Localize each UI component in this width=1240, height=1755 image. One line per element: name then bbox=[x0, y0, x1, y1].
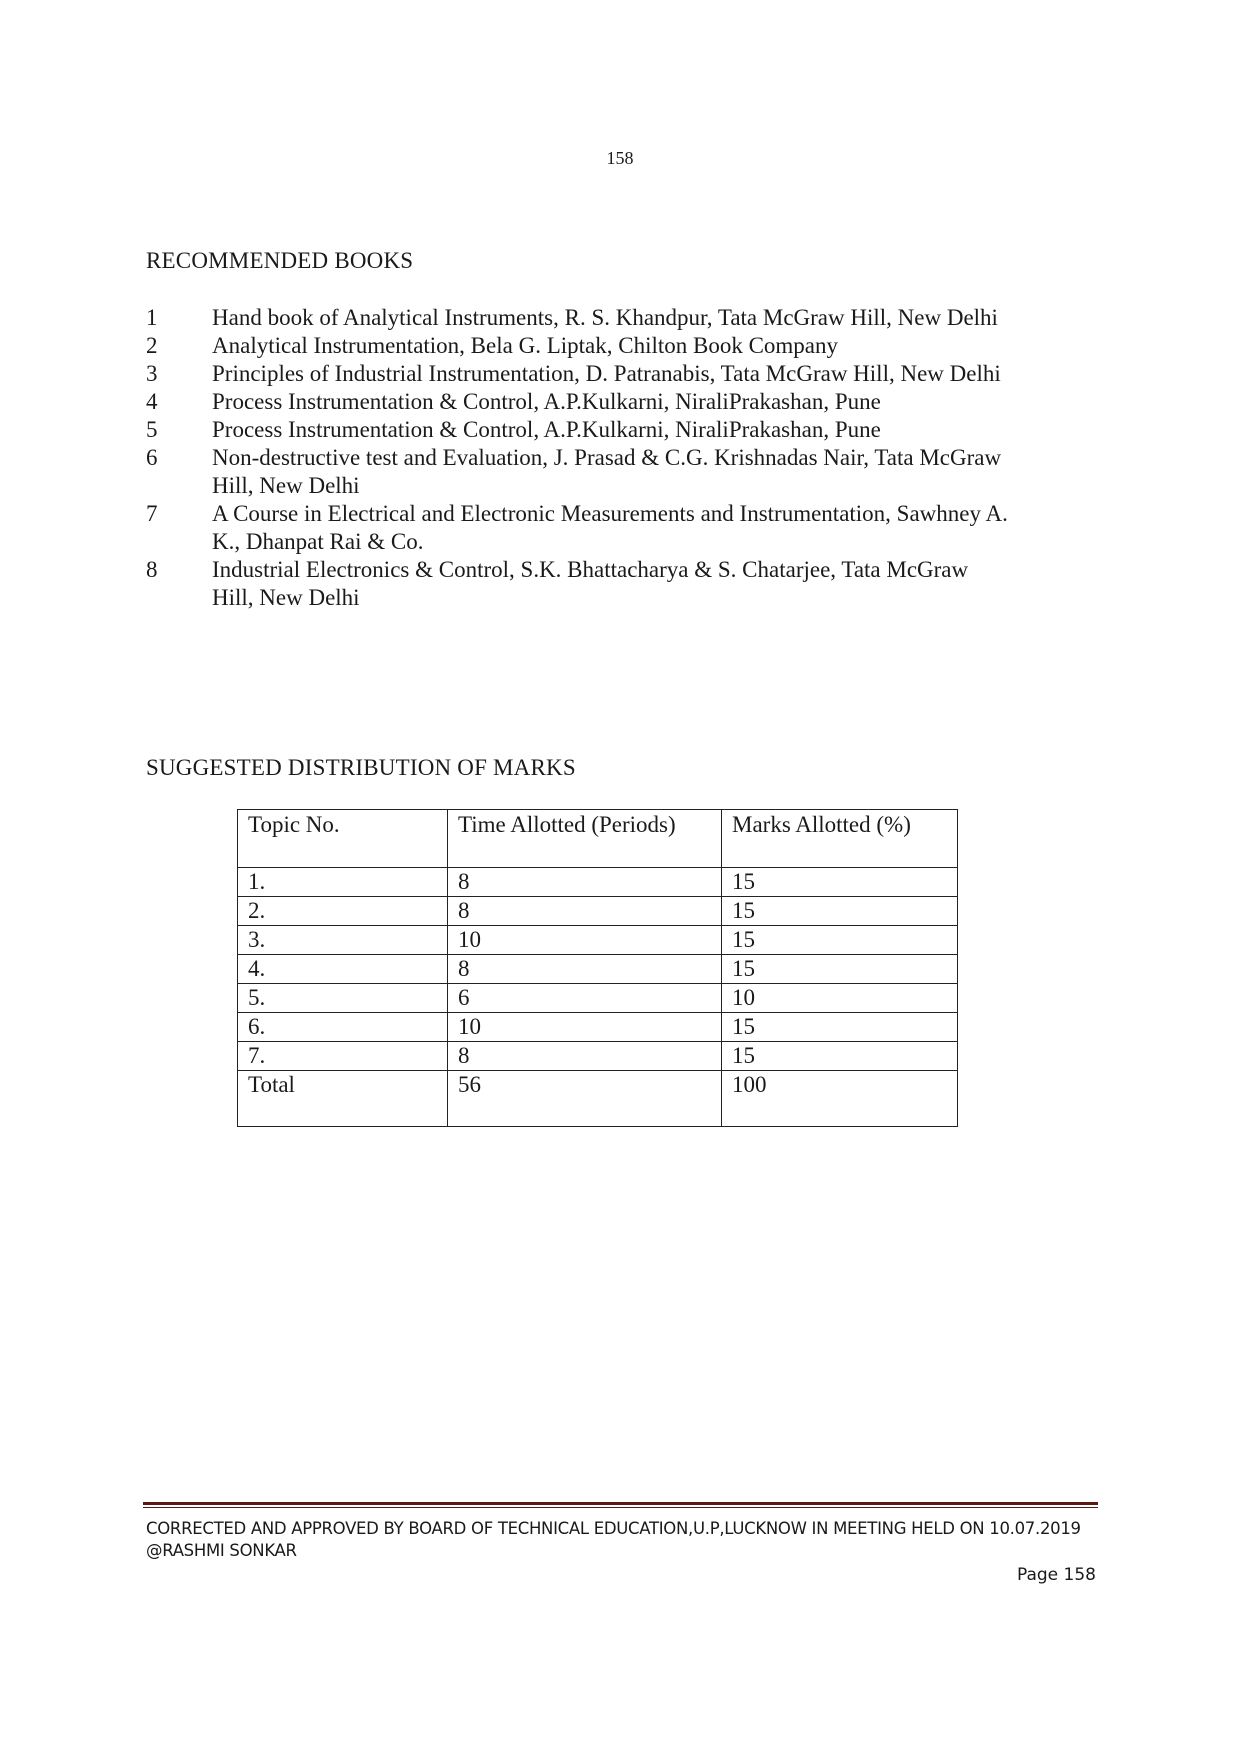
table-row bbox=[238, 926, 958, 955]
table-row bbox=[238, 984, 958, 1013]
book-number: 3 bbox=[146, 361, 158, 386]
book-number: 2 bbox=[146, 333, 158, 358]
marks-cell: 15 bbox=[722, 955, 958, 984]
time-cell: 8 bbox=[448, 955, 722, 984]
table-row bbox=[238, 897, 958, 926]
topic-cell: 1. bbox=[238, 868, 448, 897]
topic-cell: 3. bbox=[238, 926, 448, 955]
book-entry: A Course in Electrical and Electronic Measurements and Instrumentation, Sawhney A. K., Dhanpat Rai & Co. bbox=[212, 501, 1008, 554]
table-header-row bbox=[238, 810, 958, 868]
topic-cell: 4. bbox=[238, 955, 448, 984]
topic-cell: 2. bbox=[238, 897, 448, 926]
marks-cell: 15 bbox=[722, 1013, 958, 1042]
total-time-cell: 56 bbox=[448, 1071, 722, 1127]
time-cell: 8 bbox=[448, 1042, 722, 1071]
marks-distribution-table bbox=[237, 809, 958, 1127]
table-row bbox=[238, 955, 958, 984]
book-number: 5 bbox=[146, 417, 158, 442]
total-marks-cell: 100 bbox=[722, 1071, 958, 1127]
book-list-item bbox=[146, 416, 1046, 444]
topic-cell: 6. bbox=[238, 1013, 448, 1042]
topic-cell: 5. bbox=[238, 984, 448, 1013]
column-header-time: Time Allotted (Periods) bbox=[448, 810, 722, 868]
time-cell: 6 bbox=[448, 984, 722, 1013]
recommended-books-heading: RECOMMENDED BOOKS bbox=[146, 248, 414, 273]
book-entry: Analytical Instrumentation, Bela G. Liptak, Chilton Book Company bbox=[212, 333, 839, 358]
time-cell: 10 bbox=[448, 926, 722, 955]
book-entry: Hand book of Analytical Instruments, R. S. Khandpur, Tata McGraw Hill, New Delhi bbox=[212, 305, 998, 330]
book-number: 1 bbox=[146, 305, 158, 330]
book-list-item bbox=[146, 388, 1046, 416]
book-entry: Industrial Electronics & Control, S.K. Bhattacharya & S. Chatarjee, Tata McGraw Hill, New Delhi bbox=[212, 557, 969, 610]
book-list-item bbox=[146, 332, 1046, 360]
time-cell: 8 bbox=[448, 897, 722, 926]
topic-cell: 7. bbox=[238, 1042, 448, 1071]
book-list-item bbox=[146, 500, 1046, 556]
footer-page-number: Page 158 bbox=[1016, 1565, 1096, 1585]
column-header-marks: Marks Allotted (%) bbox=[722, 810, 958, 868]
page-number-top: 158 bbox=[606, 148, 634, 168]
footer-approval-text: CORRECTED AND APPROVED BY BOARD OF TECHNICAL EDUCATION,U.P,LUCKNOW IN MEETING HELD ON 10.07.2019 @RASHMI SONKAR bbox=[146, 1519, 1081, 1560]
footer-divider-thick-line bbox=[143, 1502, 1098, 1505]
table-row bbox=[238, 1013, 958, 1042]
time-cell: 8 bbox=[448, 868, 722, 897]
marks-cell: 15 bbox=[722, 1042, 958, 1071]
book-entry: Non-destructive test and Evaluation, J. Prasad & C.G. Krishnadas Nair, Tata McGraw Hill, New Delhi bbox=[212, 445, 1002, 498]
time-cell: 10 bbox=[448, 1013, 722, 1042]
book-list-item bbox=[146, 304, 1046, 332]
table-row bbox=[238, 1042, 958, 1071]
marks-cell: 15 bbox=[722, 897, 958, 926]
marks-cell: 15 bbox=[722, 926, 958, 955]
recommended-books-list bbox=[146, 304, 1046, 612]
book-list-item bbox=[146, 360, 1046, 388]
table-total-row bbox=[238, 1071, 958, 1127]
book-number: 8 bbox=[146, 557, 158, 582]
footer-divider-thin-line bbox=[143, 1507, 1098, 1508]
book-list-item bbox=[146, 444, 1046, 500]
book-list-item bbox=[146, 556, 1046, 612]
marks-cell: 10 bbox=[722, 984, 958, 1013]
footer-divider bbox=[143, 1502, 1098, 1510]
marks-cell: 15 bbox=[722, 868, 958, 897]
total-label-cell: Total bbox=[238, 1071, 448, 1127]
column-header-topic: Topic No. bbox=[238, 810, 448, 868]
book-entry: Process Instrumentation & Control, A.P.Kulkarni, NiraliPrakashan, Pune bbox=[212, 417, 881, 442]
book-entry: Principles of Industrial Instrumentation, D. Patranabis, Tata McGraw Hill, New Delhi bbox=[212, 361, 1001, 386]
book-number: 4 bbox=[146, 389, 158, 414]
marks-distribution-heading: SUGGESTED DISTRIBUTION OF MARKS bbox=[146, 755, 576, 780]
book-number: 7 bbox=[146, 501, 158, 526]
book-entry: Process Instrumentation & Control, A.P.Kulkarni, NiraliPrakashan, Pune bbox=[212, 389, 881, 414]
book-number: 6 bbox=[146, 445, 158, 470]
table-row bbox=[238, 868, 958, 897]
